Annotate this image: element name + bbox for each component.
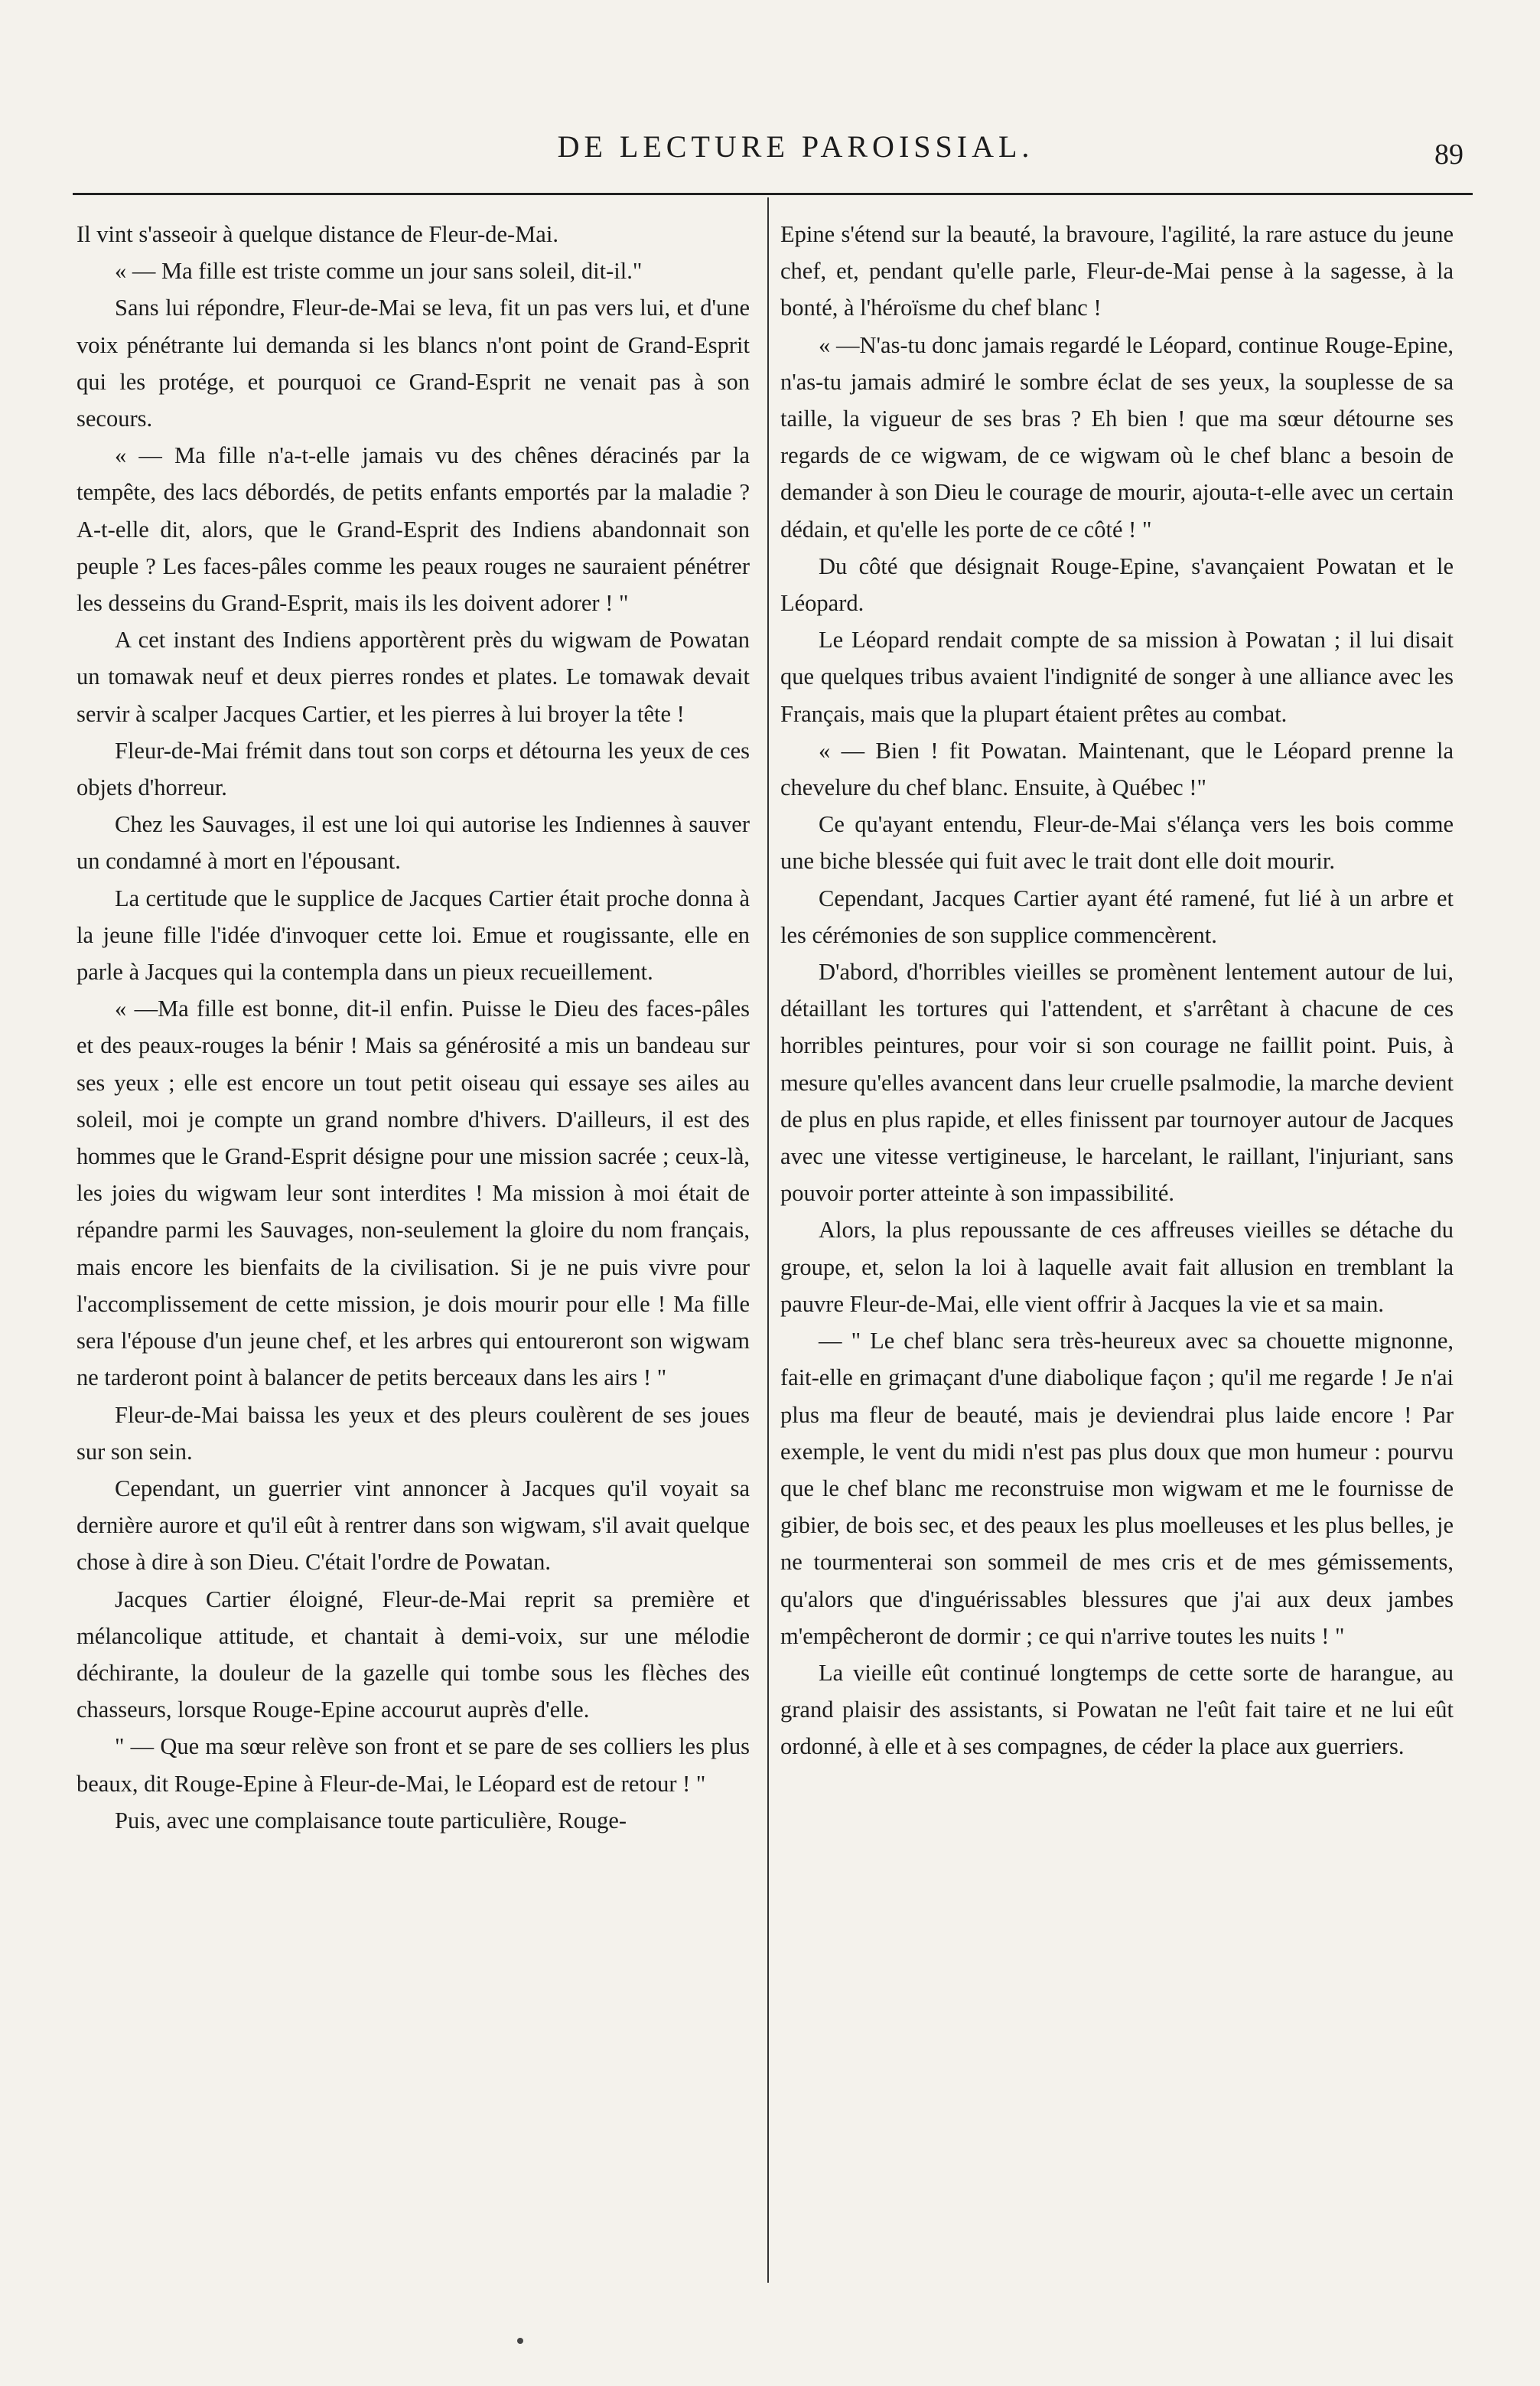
right-column: [780, 216, 1454, 2282]
paragraph: « — Ma fille n'a-t-elle jamais vu des chênes déracinés par la tempête, des lacs débordés, de petits enfants emportés par la maladie ? A-t-elle dit, alors, que le Grand-Esprit des Indiens abandonnait son peuple ? Les faces-pâles comme les peaux rouges ne sauraient pénétrer les desseins du Grand-Esprit, mais ils les doivent adorer ! ": [77, 442, 750, 617]
running-title: DE LECTURE PAROISSIAL.: [557, 129, 1034, 164]
paragraph: Chez les Sauvages, il est une loi qui autorise les Indiennes à sauver un condamné à mort en l'épousant.: [77, 811, 750, 875]
paragraph: Ce qu'ayant entendu, Fleur-de-Mai s'élança vers les bois comme une biche blessée qui fuit avec le trait dont elle doit mourir.: [780, 811, 1454, 875]
paragraph: Epine s'étend sur la beauté, la bravoure, l'agilité, la rare astuce du jeune chef, et, pendant qu'elle parle, Fleur-de-Mai pense à la sagesse, à la bonté, à l'héroïsme du chef blanc !: [780, 221, 1454, 321]
paragraph: « —N'as-tu donc jamais regardé le Léopard, continue Rouge-Epine, n'as-tu jamais admiré le sombre éclat de ses yeux, la souplesse de sa taille, la vigueur de ses bras ? Eh bien ! que ma sœur détourne ses regards de ce wigwam, de ce wigwam où le chef blanc a besoin de demander à son Dieu le courage de mourir, ajouta-t-elle avec un certain dédain, et qu'elle les porte de ce côté ! ": [780, 331, 1454, 543]
paragraph: Fleur-de-Mai baissa les yeux et des pleurs coulèrent de ses joues sur son sein.: [77, 1401, 750, 1465]
paragraph: Du côté que désignait Rouge-Epine, s'avançaient Powatan et le Léopard.: [780, 552, 1454, 617]
paragraph: Puis, avec une complaisance toute particulière, Rouge-: [115, 1807, 627, 1834]
page-number: 89: [1434, 139, 1463, 171]
header-rule: [73, 193, 1473, 195]
paragraph: A cet instant des Indiens apportèrent près du wigwam de Powatan un tomawak neuf et deux pierres rondes et plates. Le tomawak devait servir à scalper Jacques Cartier, et les pierres à lui broyer la tête !: [77, 627, 750, 727]
paragraph: « —Ma fille est bonne, dit-il enfin. Puisse le Dieu des faces-pâles et des peaux-rouges la bénir ! Mais sa générosité a mis un bandeau sur ses yeux ; elle est encore un tout petit oiseau qui essaye ses ailes au soleil, moi je compte un grand nombre d'hivers. D'ailleurs, il est des hommes que le Grand-Esprit désigne pour une mission sacrée ; ceux-là, les joies du wigwam leur sont interdites ! Ma mission à moi était de répandre parmi les Sauvages, non-seulement la gloire du nom français, mais encore les bienfaits de la civilisation. Si je ne puis vivre pour l'accomplissement de cette mission, je dois mourir pour elle ! Ma fille sera l'épouse d'un jeune chef, et les arbres qui entoureront son wigwam ne tarderont point à balancer de petits berceaux dans les airs ! ": [77, 996, 750, 1391]
paragraph: Cependant, Jacques Cartier ayant été ramené, fut lié à un arbre et les cérémonies de son supplice commencèrent.: [780, 885, 1454, 948]
paragraph: " — Que ma sœur relève son front et se pare de ses colliers les plus beaux, dit Rouge-Epine à Fleur-de-Mai, le Léopard est de retour ! ": [77, 1733, 750, 1797]
paragraph: Fleur-de-Mai frémit dans tout son corps et détourna les yeux de ces objets d'horreur.: [77, 737, 750, 801]
paragraph: Sans lui répondre, Fleur-de-Mai se leva, fit un pas vers lui, et d'une voix pénétrante lui demanda si les blancs n'ont point de Grand-Esprit qui les protége, et pourquoi ce Grand-Esprit ne venait pas à son secours.: [77, 295, 750, 432]
paragraph: La vieille eût continué longtemps de cette sorte de harangue, au grand plaisir des assistants, si Powatan ne l'eût fait taire et ne lui eût ordonné, à elle et à ses compagnes, de céder la place aux guerriers.: [780, 1659, 1454, 1760]
paragraph: — " Le chef blanc sera très-heureux avec sa chouette mignonne, fait-elle en grimaçant d'une diabolique façon ; qu'il me regarde ! Je n'ai plus ma fleur de beauté, mais je deviendrai plus laide encore ! Par exemple, le vent du midi n'est pas plus doux que mon humeur : pourvu que le chef blanc me reconstruise mon wigwam et me le fournisse de gibier, de bois sec, et des peaux les plus moelleuses et les plus belles, je ne tourmenterai son sommeil de mes cris et de mes gémissements, qu'alors que d'inguérissables blessures que j'ai aux deux jambes m'empêcheront de dormir ; ce qui n'arrive toutes les nuits ! ": [780, 1328, 1454, 1649]
ink-speck: [517, 2338, 523, 2344]
paragraph: Jacques Cartier éloigné, Fleur-de-Mai reprit sa première et mélancolique attitude, et chantait à demi-voix, sur une mélodie déchirante, la douleur de la gazelle qui tombe sous les flèches des chasseurs, lorsque Rouge-Epine accourut auprès d'elle.: [77, 1586, 750, 1723]
paragraph: La certitude que le supplice de Jacques Cartier était proche donna à la jeune fille l'idée d'invoquer cette loi. Emue et rougissante, elle en parle à Jacques qui la contempla dans un pieux recueillement.: [77, 885, 750, 986]
paragraph: Alors, la plus repoussante de ces affreuses vieilles se détache du groupe, et, selon la loi à laquelle avait fait allusion en tremblant la pauvre Fleur-de-Mai, elle vient offrir à Jacques la vie et sa main.: [780, 1217, 1454, 1317]
paragraph: Le Léopard rendait compte de sa mission à Powatan ; il lui disait que quelques tribus avaient l'indignité de songer à une alliance avec les Français, mais que la plupart étaient prêtes au combat.: [780, 627, 1454, 727]
column-divider: [767, 197, 769, 2283]
paragraph: « — Bien ! fit Powatan. Maintenant, que le Léopard prenne la chevelure du chef blanc. Ensuite, à Québec !": [780, 737, 1454, 801]
paragraph: Cependant, un guerrier vint annoncer à Jacques qu'il voyait sa dernière aurore et qu'il eût à rentrer dans son wigwam, s'il avait quelque chose à dire à son Dieu. C'était l'ordre de Powatan.: [77, 1475, 750, 1576]
paragraph: D'abord, d'horribles vieilles se promènent lentement autour de lui, détaillant les tortures qui l'attendent, et s'arrêtant à chacune de ces horribles peintures, pour voir si son courage ne faillit point. Puis, à mesure qu'elles avancent dans leur cruelle psalmodie, la marche devient de plus en plus rapide, et elles finissent par tournoyer autour de Jacques avec une vitesse vertigineuse, le harcelant, le raillant, l'injuriant, sans pouvoir porter atteinte à son impassibilité.: [780, 959, 1454, 1207]
paragraph: Il vint s'asseoir à quelque distance de Fleur-de-Mai.: [77, 221, 558, 247]
paragraph: « — Ma fille est triste comme un jour sans soleil, dit-il.": [115, 258, 643, 285]
left-column: [77, 216, 750, 2282]
